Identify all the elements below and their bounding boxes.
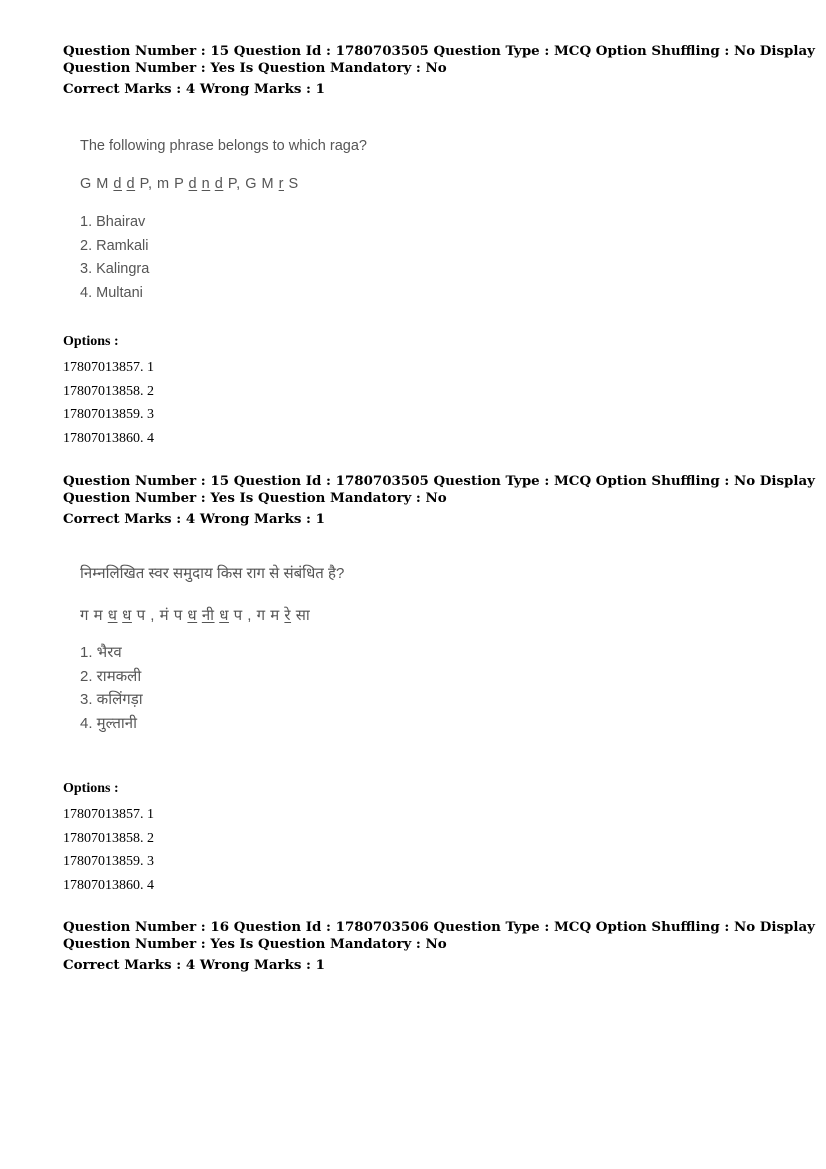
marks-info: Correct Marks : 4 Wrong Marks : 1 — [63, 511, 325, 527]
choice-item: 4. मुल्तानी — [80, 714, 137, 732]
question-meta-line2: Question Number : Yes Is Question Mandatory : No — [63, 60, 447, 76]
swara-phrase: ग म ध ध प , मं प ध नी ध प , ग म रे सा — [80, 607, 311, 624]
choice-item: 4. Multani — [80, 284, 143, 301]
choice-item: 2. रामकली — [80, 667, 142, 685]
swara-phrase: G M d d P, m P d n d P, G M r S — [80, 176, 299, 192]
question-header — [63, 43, 815, 98]
marks-info: Correct Marks : 4 Wrong Marks : 1 — [63, 81, 325, 97]
answer-choices — [80, 211, 367, 305]
choice-item: 3. Kalingra — [80, 261, 150, 277]
answer-choices — [80, 641, 344, 735]
choice-item: 1. Bhairav — [80, 214, 146, 230]
question-meta-line1: Question Number : 16 Question Id : 1780703506 Question Type : MCQ Option Shuffling : No Display — [63, 919, 815, 935]
question-text: The following phrase belongs to which raga? — [80, 138, 367, 154]
option-item: 17807013857. 1 — [63, 807, 154, 822]
options-section — [63, 780, 154, 897]
question-text: निम्नलिखित स्वर समुदाय किस राग से संबंधित है? — [80, 565, 345, 582]
question-header — [63, 919, 815, 974]
question-header — [63, 473, 815, 528]
options-label: Options : — [63, 781, 119, 796]
options-section — [63, 333, 154, 450]
choice-item: 3. कलिंगड़ा — [80, 691, 143, 708]
options-label: Options : — [63, 334, 119, 349]
question-meta-line1: Question Number : 15 Question Id : 1780703505 Question Type : MCQ Option Shuffling : No Display — [63, 473, 815, 489]
option-item: 17807013858. 2 — [63, 383, 154, 399]
question-meta-line1: Question Number : 15 Question Id : 1780703505 Question Type : MCQ Option Shuffling : No Display — [63, 43, 815, 59]
option-item: 17807013859. 3 — [63, 407, 154, 422]
option-item: 17807013858. 2 — [63, 830, 154, 846]
choice-item: 2. Ramkali — [80, 237, 149, 254]
question-meta-line2: Question Number : Yes Is Question Mandatory : No — [63, 490, 447, 506]
option-item: 17807013860. 4 — [63, 430, 154, 446]
question-meta-line2: Question Number : Yes Is Question Mandatory : No — [63, 936, 447, 952]
question-image — [80, 137, 367, 305]
option-item: 17807013860. 4 — [63, 877, 154, 893]
marks-info: Correct Marks : 4 Wrong Marks : 1 — [63, 957, 325, 973]
option-item: 17807013857. 1 — [63, 360, 154, 375]
question-image — [80, 565, 344, 735]
option-item: 17807013859. 3 — [63, 854, 154, 869]
choice-item: 1. भैरव — [80, 644, 122, 661]
